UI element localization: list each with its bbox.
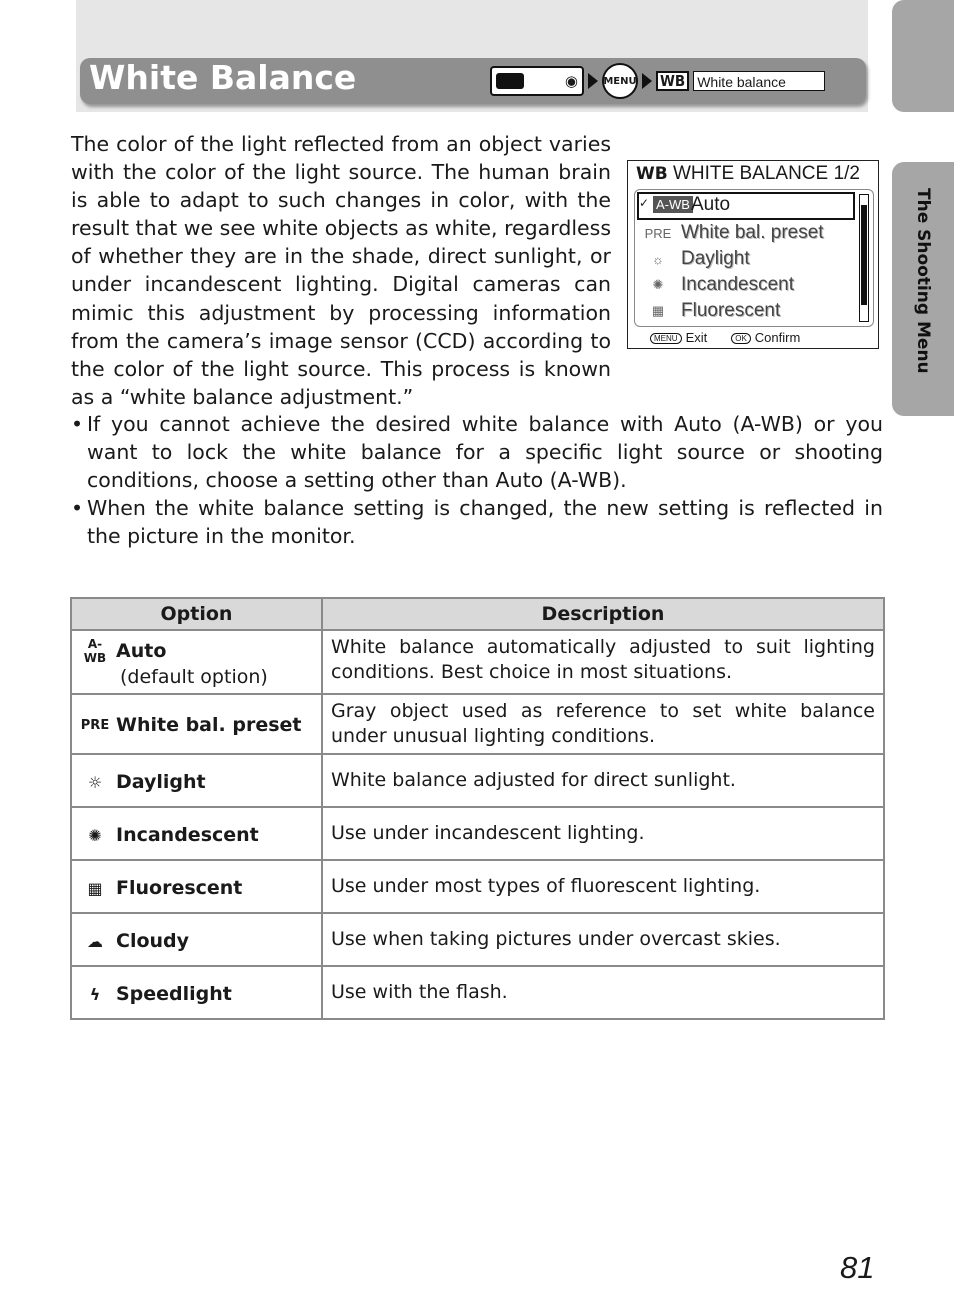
bullet-list xyxy=(71,410,883,550)
option-name: White bal. preset xyxy=(116,714,302,736)
screen-title: WHITE BALANCE xyxy=(673,163,829,184)
incandescent-icon: ✺ xyxy=(652,277,664,292)
table-header-option: Option xyxy=(71,598,322,630)
option-name: Fluorescent xyxy=(116,877,243,899)
option-note: (default option) xyxy=(120,666,268,688)
ok-button-icon: OK xyxy=(731,333,751,344)
page-number: 81 xyxy=(840,1250,875,1285)
fluorescent-icon: ▦ xyxy=(651,303,665,318)
table-row xyxy=(71,913,884,966)
table-row xyxy=(71,966,884,1019)
intro-paragraph: The color of the light reflected from an object varies with the color of the light source. The human brain is able to adapt to such changes in color, with the result that we see white objects as white, regardless of whether they are in the shade, direct sunlight, or under incandescent lighting. Digital cameras can mimic this adjustment by processing information from the camera’s image sensor (CCD) according to the color of the light source. This process is known as a “white balance adjustment.” xyxy=(71,132,611,409)
table-row xyxy=(71,754,884,807)
screen-scrollbar xyxy=(859,194,869,322)
screen-item-label: Incandescent xyxy=(681,274,795,295)
menu-button-icon: MENU xyxy=(602,63,638,99)
arrow-right-icon xyxy=(642,73,652,89)
side-tab xyxy=(892,162,954,416)
side-tab-top xyxy=(892,0,954,112)
option-description: Use under incandescent lighting. xyxy=(322,807,884,860)
table-header-description: Description xyxy=(322,598,884,630)
cloudy-icon: ☁ xyxy=(87,931,103,951)
bullet-item: • When the white balance setting is changed, the new setting is reflected in the picture in the monitor. xyxy=(71,496,883,549)
checkmark-icon: ✓ xyxy=(639,196,650,210)
screen-page-indicator: 1/2 xyxy=(833,163,860,184)
option-name: Incandescent xyxy=(116,824,259,846)
flash-icon: ϟ xyxy=(89,984,101,1004)
option-description: White balance adjusted for direct sunlight. xyxy=(322,754,884,807)
screen-selected-label: Auto xyxy=(691,194,731,215)
auto-wb-icon: A-WB xyxy=(653,196,693,213)
option-name: Speedlight xyxy=(116,983,232,1005)
screen-selected-item xyxy=(637,192,855,220)
auto-wb-icon: A-WB xyxy=(83,637,107,665)
option-description: Gray object used as reference to set white balance under unusual lighting conditions. xyxy=(322,694,884,754)
option-description: White balance automatically adjusted to suit lighting conditions. Best choice in most situations. xyxy=(322,630,884,694)
screen-item-label: Daylight xyxy=(681,248,750,269)
screen-menu-list xyxy=(634,189,874,327)
option-description: Use under most types of fluorescent lighting. xyxy=(322,860,884,913)
screen-item-label: White bal. preset xyxy=(681,222,824,243)
option-name: Auto xyxy=(116,640,167,662)
screen-list-item xyxy=(635,220,824,246)
side-tab-label: The Shooting Menu xyxy=(913,188,933,374)
camera-mode-icon: ◉ xyxy=(490,66,584,96)
screen-item-label: Fluorescent xyxy=(681,300,781,321)
menu-path xyxy=(490,64,825,98)
arrow-right-icon xyxy=(588,73,598,89)
preset-icon: PRE xyxy=(80,717,110,733)
white-balance-icon: WB xyxy=(656,71,689,91)
screen-footer xyxy=(650,330,800,345)
table-row xyxy=(71,694,884,754)
option-description: Use with the flash. xyxy=(322,966,884,1019)
option-name: Cloudy xyxy=(116,930,190,952)
daylight-icon: ☼ xyxy=(87,772,103,792)
option-name: Daylight xyxy=(116,771,206,793)
menu-item-label: White balance xyxy=(693,71,825,91)
table-row xyxy=(71,860,884,913)
screen-list-item xyxy=(635,298,780,324)
white-balance-icon: WB xyxy=(636,164,668,184)
preset-icon: PRE xyxy=(644,225,672,241)
confirm-label: Confirm xyxy=(754,330,801,345)
page-title: White Balance xyxy=(89,58,357,97)
title-bar xyxy=(80,58,866,104)
daylight-icon: ☼ xyxy=(652,251,664,267)
screen-list-item xyxy=(635,272,794,298)
screen-list-item xyxy=(635,246,750,272)
menu-button-icon: MENU xyxy=(650,333,682,344)
bullet-item: • If you cannot achieve the desired white balance with Auto (A-WB) or you want to lock the white balance for a specific light source or shooting conditions, choose a setting other than Auto (A-WB). xyxy=(71,412,883,493)
option-description: Use when taking pictures under overcast skies. xyxy=(322,913,884,966)
fluorescent-icon: ▦ xyxy=(87,878,103,898)
options-table xyxy=(70,597,885,1020)
incandescent-icon: ✺ xyxy=(88,825,102,845)
camera-monitor-screenshot xyxy=(627,160,879,349)
table-row xyxy=(71,807,884,860)
screen-header xyxy=(636,163,828,185)
table-row xyxy=(71,630,884,694)
exit-label: Exit xyxy=(685,330,708,345)
